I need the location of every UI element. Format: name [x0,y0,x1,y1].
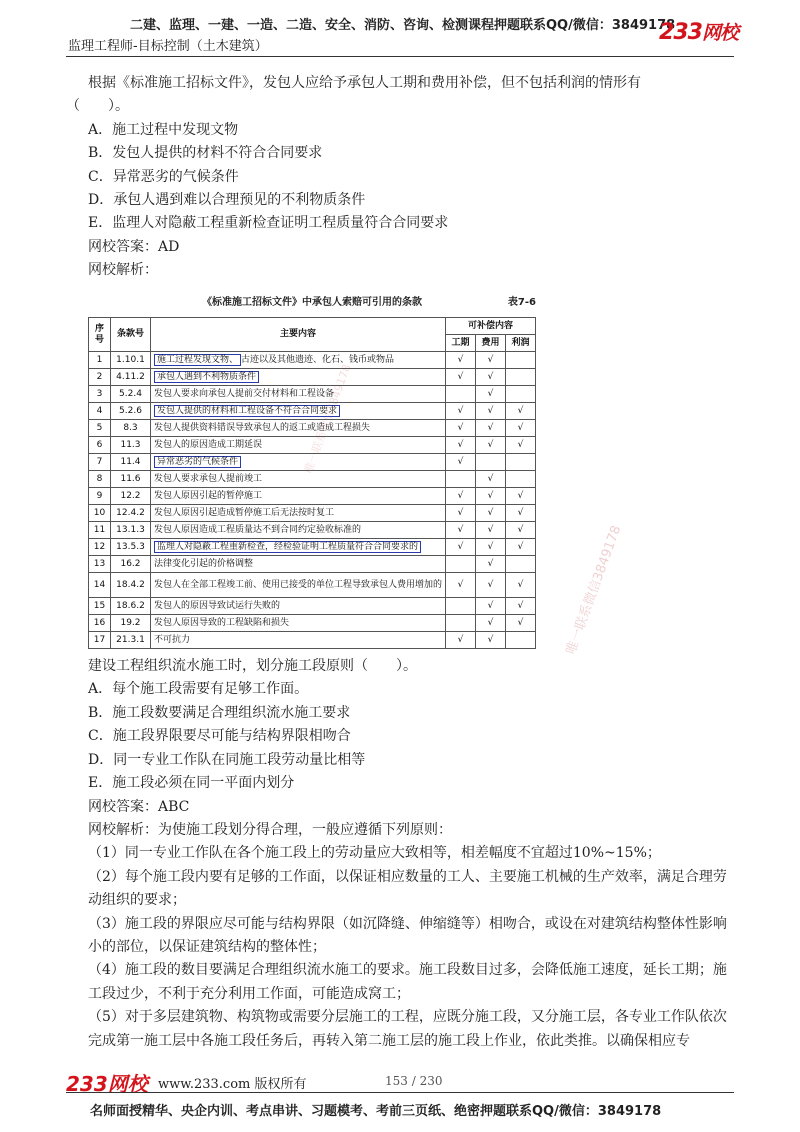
cell-period [446,598,476,615]
cell-profit: √ [506,598,536,615]
cell-profit: √ [506,403,536,420]
cell-cost: √ [476,505,506,522]
cell-content [151,522,446,539]
cell-content [151,632,446,649]
cell-text: 发包人提供资料错误导致承包人的返工或造成工程损失 [154,422,371,433]
cell-clause: 11.3 [111,437,151,454]
footer-contact-line: 名师面授精华、央企内训、考点串讲、习题模考、考前三页纸、绝密押题联系QQ/微信：3849178 [90,1104,662,1119]
option-c: C．施工段界限要尽可能与结构界限相吻合 [88,728,351,745]
cell-period: √ [446,632,476,649]
option-e: E．施工段必须在同一平面内划分 [88,775,295,792]
cell-seq: 11 [89,522,111,539]
brand-logo: 233网校 [659,20,738,45]
question-2-stem: 建设工程组织流水施工时，划分施工段原则（ ）。 [88,658,417,675]
cell-content [151,369,446,386]
table-row [89,556,536,573]
option-a: A．每个施工段需要有足够工作面。 [88,681,309,698]
cell-cost: √ [476,598,506,615]
cell-seq: 10 [89,505,111,522]
cell-period: √ [446,369,476,386]
cell-text: 发包人的原因导致试运行失败的 [154,600,281,611]
cell-text: 发包人原因造成工程质量达不到合同约定验收标准的 [154,524,362,535]
cell-period [446,471,476,488]
cell-text: 发包人原因导致的工程缺陷和损失 [154,617,290,628]
document-subtitle: 监理工程师-目标控制（土木建筑） [68,39,268,54]
cell-profit: √ [506,539,536,556]
cell-profit: √ [506,420,536,437]
table-row [89,403,536,420]
cell-seq: 4 [89,403,111,420]
cell-clause: 13.1.3 [111,522,151,539]
cell-seq: 12 [89,539,111,556]
cell-period: √ [446,352,476,369]
col-profit: 利润 [506,335,536,352]
cell-period [446,615,476,632]
cell-cost: √ [476,573,506,598]
page-number: 153 / 230 [385,1074,443,1088]
cell-profit [506,471,536,488]
cell-cost: √ [476,488,506,505]
cell-seq: 5 [89,420,111,437]
table-row [89,454,536,471]
table-row [89,615,536,632]
cell-content [151,539,446,556]
cell-profit: √ [506,615,536,632]
cell-cost: √ [476,471,506,488]
answer: 网校答案：ABC [88,798,190,815]
cell-content [151,420,446,437]
watermark: 唯一联系微信3849178 [301,362,354,476]
table-row [89,539,536,556]
cell-cost: √ [476,369,506,386]
highlight-box: 施工过程发现文物、 [154,354,241,366]
cell-clause: 11.4 [111,454,151,471]
table-row [89,632,536,649]
cell-clause: 1.10.1 [111,352,151,369]
cell-cost: √ [476,522,506,539]
cell-cost: √ [476,556,506,573]
analysis-point: （2）每个施工段内要有足够的工作面，以保证相应数量的工人、主要施工机械的生产效率，满足合理劳动组织的要求； [88,868,727,909]
cell-profit [506,352,536,369]
header-contact-line: 二建、监理、一建、一造、二造、安全、消防、咨询、检测课程押题联系QQ/微信：3849178 [130,18,676,33]
cell-profit [506,386,536,403]
table-row [89,386,536,403]
cell-content [151,556,446,573]
question-1-stem-cont: （ ）。 [66,98,129,115]
cell-cost: √ [476,420,506,437]
cell-text: 不可抗力 [154,634,191,645]
cell-content [151,386,446,403]
table-row [89,352,536,369]
cell-cost: √ [476,437,506,454]
cell-content [151,437,446,454]
col-period: 工期 [446,335,476,352]
cell-text: 法律变化引起的价格调整 [154,558,254,569]
cell-clause: 13.5.3 [111,539,151,556]
cell-seq: 15 [89,598,111,615]
option-b: B．施工段数要满足合理组织流水施工要求 [88,704,351,721]
answer: 网校答案：AD [88,238,180,255]
cell-content [151,454,446,471]
cell-clause: 11.6 [111,471,151,488]
cell-cost [476,454,506,471]
cell-content [151,471,446,488]
cell-cost: √ [476,403,506,420]
cell-content [151,615,446,632]
cell-content [151,352,446,369]
analysis-point: （5）对于多层建筑物、构筑物或需要分层施工的工程，应既分施工段，又分施工层，各专业工作队依次完成第一施工层中各施工段任务后，再转入第二施工层的施工段上作业，依此类推。以确保相应专 [88,1009,727,1049]
cell-period [446,386,476,403]
cell-profit [506,556,536,573]
cell-profit: √ [506,573,536,598]
table-row [89,369,536,386]
cell-seq: 13 [89,556,111,573]
cell-seq: 16 [89,615,111,632]
cell-content [151,598,446,615]
cell-period: √ [446,437,476,454]
cell-seq: 8 [89,471,111,488]
cell-seq: 1 [89,352,111,369]
col-compensation: 可补偿内容 [446,318,536,335]
analysis-label: 网校解析： [88,262,158,279]
cell-clause: 18.6.2 [111,598,151,615]
option-d: D．承包人遇到难以合理预见的不利物质条件 [88,192,366,209]
table-row [89,471,536,488]
option-d: D．同一专业工作队在同施工段劳动量比相等 [88,751,366,768]
cell-text: 古迹以及其他遗迹、化石、钱币或物品 [241,354,395,365]
analysis-point: （1）同一专业工作队在各个施工段上的劳动量应大致相等，相差幅度不宜超过10%~15%； [88,845,661,862]
cell-profit [506,632,536,649]
cell-profit: √ [506,488,536,505]
analysis-point: （4）施工段的数目要满足合理组织流水施工的要求。施工段数目过多，会降低施工速度，延长工期；施工段过少，不利于充分利用工作面，可能造成窝工； [88,962,727,1002]
cell-period [446,556,476,573]
table-row [89,488,536,505]
cell-period: √ [446,403,476,420]
cell-seq: 9 [89,488,111,505]
cell-profit [506,369,536,386]
footer-divider [66,1092,734,1093]
cell-seq: 6 [89,437,111,454]
analysis-intro: 网校解析：为使施工段划分得合理，一般应遵循下列原则： [88,821,452,838]
cell-clause: 5.2.6 [111,403,151,420]
cell-profit: √ [506,505,536,522]
cell-profit [506,454,536,471]
cell-seq: 17 [89,632,111,649]
question-1-stem: 根据《标准施工招标文件》，发包人应给予承包人工期和费用补偿，但不包括利润的情形有 [88,75,641,91]
option-c: C．异常恶劣的气候条件 [88,168,239,185]
cell-period: √ [446,522,476,539]
cell-clause: 4.11.2 [111,369,151,386]
cell-cost: √ [476,386,506,403]
option-e: E．监理人对隐蔽工程重新检查证明工程质量符合合同要求 [88,215,449,232]
cell-seq: 14 [89,573,111,598]
cell-clause: 16.2 [111,556,151,573]
cell-text: 发包人在全部工程竣工前、使用已接受的单位工程导致承包人费用增加的 [154,579,443,590]
cell-text: 发包人的原因造成工期延误 [154,439,263,450]
highlight-box: 监理人对隐蔽工程重新检查，经检验证明工程质量符合合同要求的 [154,541,421,553]
cell-text: 发包人原因引起的暂停施工 [154,490,263,501]
header-divider [66,56,734,57]
cell-clause: 21.3.1 [111,632,151,649]
col-content: 主要内容 [151,318,446,352]
cell-content [151,573,446,598]
cell-period: √ [446,539,476,556]
table-row [89,437,536,454]
cell-profit: √ [506,437,536,454]
cell-clause: 19.2 [111,615,151,632]
highlight-box: 发包人提供的材料和工程设备不符合合同要求 [154,405,340,417]
option-a: A．施工过程中发现文物 [88,121,239,138]
cell-period: √ [446,488,476,505]
cell-clause: 18.4.2 [111,573,151,598]
cell-cost: √ [476,615,506,632]
cell-cost: √ [476,539,506,556]
cell-seq: 7 [89,454,111,471]
footer-logo: 233网校 [66,1072,148,1096]
col-clause: 条款号 [111,318,151,352]
table-title: 《标准施工招标文件》中承包人索赔可引用的条款 表7-6 [88,291,536,314]
footer-url: www.233.com 版权所有 [158,1077,307,1092]
cell-clause: 5.2.4 [111,386,151,403]
table-row [89,522,536,539]
col-seq: 序号 [89,318,111,352]
cell-clause: 12.4.2 [111,505,151,522]
document-body [66,72,738,1053]
cell-text: 发包人要求承包人提前竣工 [154,473,263,484]
table-row [89,420,536,437]
cell-cost: √ [476,352,506,369]
claims-table [88,317,536,649]
cell-clause: 12.2 [111,488,151,505]
cell-period: √ [446,420,476,437]
cell-seq: 3 [89,386,111,403]
cell-clause: 8.3 [111,420,151,437]
option-b: B．发包人提供的材料不符合合同要求 [88,145,323,162]
cell-content [151,403,446,420]
table-row [89,505,536,522]
cell-period: √ [446,454,476,471]
cell-content [151,488,446,505]
table-row [89,573,536,598]
highlight-box: 承包人遇到不利物质条件 [154,371,259,383]
highlight-box: 异常恶劣的气候条件 [154,456,241,468]
cell-content [151,505,446,522]
cell-text: 发包人原因引起造成暂停施工后无法按时复工 [154,507,335,518]
cell-cost: √ [476,632,506,649]
cell-text: 发包人要求向承包人提前交付材料和工程设备 [154,388,335,399]
col-cost: 费用 [476,335,506,352]
analysis-point: （3）施工段的界限应尽可能与结构界限（如沉降缝、伸缩缝等）相吻合，或设在对建筑结构整体性影响小的部位，以保证建筑结构的整体性； [88,915,727,955]
cell-period: √ [446,505,476,522]
table-row [89,598,536,615]
table-code: 表7-6 [507,296,536,308]
cell-seq: 2 [89,369,111,386]
cell-period: √ [446,573,476,598]
cell-profit: √ [506,522,536,539]
watermark: 唯一联系微信3849178 [563,523,625,657]
